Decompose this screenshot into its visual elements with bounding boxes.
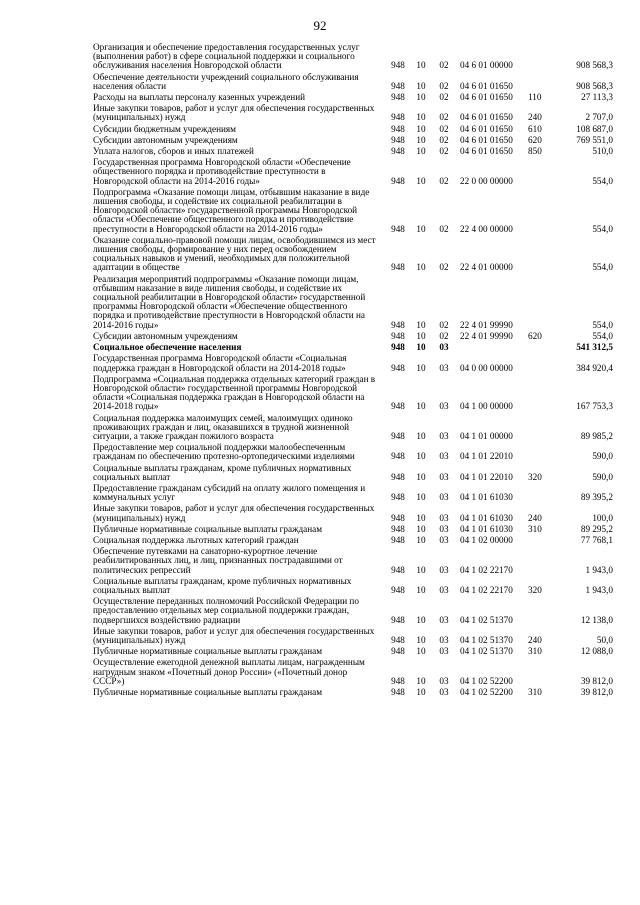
row-amount: 384 920,4 bbox=[576, 362, 613, 373]
row-name: Субсидии автономным учреждениям bbox=[93, 330, 238, 341]
row-admin-code: 948 bbox=[391, 92, 405, 103]
table-row bbox=[93, 135, 613, 146]
row-expense-type bbox=[528, 72, 552, 92]
row-subsection: 02 bbox=[439, 262, 449, 273]
row-target-article: 04 1 02 22170 bbox=[460, 564, 513, 575]
row-admin-code: 948 bbox=[391, 614, 405, 625]
row-amount: 554,0 bbox=[592, 319, 613, 330]
row-section: 10 bbox=[416, 614, 426, 625]
row-name: Обеспечение деятельности учреждений социального обслуживания населения области bbox=[93, 71, 359, 91]
row-amount: 167 753,3 bbox=[576, 401, 613, 412]
row-amount: 27 113,3 bbox=[581, 92, 613, 103]
row-expense-type bbox=[528, 374, 552, 413]
row-section: 10 bbox=[416, 92, 426, 103]
row-amount: 50,0 bbox=[596, 634, 613, 645]
row-name: Организация и обеспечение предоставления государственных услуг (выполнения работ) в сфере социальной поддержки и социального обслуживания населения Новгородской области bbox=[93, 42, 360, 71]
row-expense-type: 310 bbox=[528, 687, 542, 697]
row-target-article: 04 6 01 01650 bbox=[460, 92, 513, 103]
row-name: Иные закупки товаров, работ и услуг для обеспечения государственных (муниципальных) нужд bbox=[93, 103, 375, 123]
row-subsection: 03 bbox=[439, 646, 449, 657]
row-subsection: 03 bbox=[439, 401, 449, 412]
budget-table bbox=[93, 42, 613, 698]
row-expense-type: 110 bbox=[528, 92, 542, 103]
row-target-article: 04 1 02 51370 bbox=[460, 646, 513, 657]
row-section: 10 bbox=[416, 342, 426, 353]
row-amount: 908 568,3 bbox=[576, 80, 613, 91]
row-amount: 1 943,0 bbox=[585, 584, 613, 595]
row-subsection: 02 bbox=[439, 123, 449, 134]
row-name: Социальная поддержка льготных категорий граждан bbox=[93, 534, 299, 545]
row-target-article bbox=[456, 342, 528, 353]
row-subsection: 02 bbox=[439, 112, 449, 123]
row-section: 10 bbox=[416, 471, 426, 482]
table-row bbox=[93, 342, 613, 353]
row-name: Осуществление переданных полномочий Российской Федерации по предоставлению отдельных мер социальной поддержки граждан, подвергшихся воздействию радиации bbox=[93, 596, 359, 625]
row-admin-code: 948 bbox=[391, 223, 405, 234]
row-expense-type: 240 bbox=[528, 634, 542, 645]
row-subsection: 02 bbox=[439, 60, 449, 71]
row-subsection: 02 bbox=[439, 80, 449, 91]
row-expense-type: 240 bbox=[528, 512, 542, 523]
row-admin-code: 948 bbox=[391, 584, 405, 595]
row-expense-type: 320 bbox=[528, 471, 542, 482]
row-section: 10 bbox=[416, 512, 426, 523]
row-name: Иные закупки товаров, работ и услуг для обеспечения государственных (муниципальных) нужд bbox=[93, 625, 375, 645]
row-section: 10 bbox=[416, 401, 426, 412]
row-amount: 108 687,0 bbox=[576, 123, 613, 134]
row-section: 10 bbox=[416, 330, 426, 341]
row-section: 10 bbox=[416, 223, 426, 234]
row-target-article: 04 6 01 01650 bbox=[460, 134, 513, 145]
row-expense-type: 620 bbox=[528, 330, 542, 341]
row-admin-code: 948 bbox=[391, 451, 405, 462]
row-target-article: 22 4 01 99990 bbox=[460, 330, 513, 341]
table-row bbox=[93, 535, 613, 546]
row-admin-code: 948 bbox=[391, 80, 405, 91]
row-target-article: 22 4 01 99990 bbox=[460, 319, 513, 330]
row-subsection: 03 bbox=[439, 523, 449, 534]
row-amount: 39 812,0 bbox=[580, 675, 613, 686]
row-section: 10 bbox=[416, 319, 426, 330]
row-subsection: 03 bbox=[439, 564, 449, 575]
row-admin-code: 948 bbox=[391, 523, 405, 534]
row-expense-type bbox=[528, 535, 552, 546]
row-subsection: 02 bbox=[439, 330, 449, 341]
row-expense-type: 320 bbox=[528, 584, 542, 595]
row-section: 10 bbox=[416, 80, 426, 91]
row-expense-type: 850 bbox=[528, 146, 542, 157]
row-amount: 89 295,2 bbox=[580, 523, 613, 534]
row-subsection: 03 bbox=[439, 451, 449, 462]
row-target-article: 04 1 02 00000 bbox=[460, 534, 513, 545]
row-name: Социальное обеспечение населения bbox=[93, 342, 242, 353]
table-row bbox=[93, 235, 613, 274]
row-target-article: 04 1 01 00000 bbox=[460, 430, 513, 441]
table-row bbox=[93, 331, 613, 342]
row-amount: 554,0 bbox=[592, 262, 613, 273]
row-admin-code: 948 bbox=[391, 146, 405, 157]
row-target-article: 04 1 02 51370 bbox=[460, 614, 513, 625]
table-row bbox=[93, 463, 613, 483]
row-target-article: 22 0 00 00000 bbox=[460, 175, 513, 186]
row-expense-type: 310 bbox=[528, 523, 542, 534]
row-name: Оказание социально-правовой помощи лицам, освободившимся из мест лишения свободы, формирование у них перед освобождением социальных навыков и умений, необходимых для положительной адаптации в обществе bbox=[93, 234, 376, 273]
row-section: 10 bbox=[416, 492, 426, 503]
table-row bbox=[93, 72, 613, 92]
table-row bbox=[93, 274, 613, 331]
row-target-article: 04 6 01 01650 bbox=[460, 112, 513, 123]
row-subsection: 03 bbox=[439, 614, 449, 625]
row-target-article: 22 4 00 00000 bbox=[460, 223, 513, 234]
row-admin-code: 948 bbox=[391, 330, 405, 341]
row-target-article: 04 1 02 22170 bbox=[460, 584, 513, 595]
row-name: Государственная программа Новгородской области «Социальная поддержка граждан в Новгородской области на 2014-2018 годы» bbox=[93, 353, 347, 373]
table-row bbox=[93, 524, 613, 535]
row-subsection: 03 bbox=[439, 430, 449, 441]
table-row bbox=[93, 413, 613, 443]
row-section: 10 bbox=[416, 362, 426, 373]
row-section: 10 bbox=[416, 134, 426, 145]
table-row bbox=[93, 353, 613, 373]
row-amount: 77 768,1 bbox=[580, 534, 613, 545]
table-row bbox=[93, 626, 613, 646]
row-section: 10 bbox=[416, 564, 426, 575]
row-subsection: 03 bbox=[439, 687, 449, 697]
row-subsection: 03 bbox=[439, 584, 449, 595]
row-name: Реализация мероприятий подпрограммы «Оказание помощи лицам, отбывшим наказание в виде лишения свободы, и содействие их социальной реабилитации в Новгородской области» государственной программы Новгородской области «Обеспечение общественного порядка и противодействие преступности в Новгородской области на 2014-2016 годы» bbox=[93, 273, 366, 330]
row-admin-code: 948 bbox=[391, 675, 405, 686]
row-target-article: 04 1 00 00000 bbox=[460, 401, 513, 412]
row-expense-type: 310 bbox=[528, 646, 542, 657]
row-amount: 39 812,0 bbox=[580, 687, 613, 697]
table-row bbox=[93, 546, 613, 576]
row-subsection: 02 bbox=[439, 175, 449, 186]
row-amount: 769 551,0 bbox=[576, 134, 613, 145]
row-admin-code: 948 bbox=[391, 492, 405, 503]
row-name: Осуществление ежегодной денежной выплаты лицам, награжденным нагрудным знаком «Почетный донор России» («Почетный донор СССР») bbox=[93, 657, 365, 686]
row-expense-type bbox=[528, 353, 552, 373]
row-section: 10 bbox=[416, 534, 426, 545]
row-name: Субсидии бюджетным учреждениям bbox=[93, 123, 236, 134]
row-expense-type bbox=[528, 596, 552, 626]
row-target-article: 04 6 01 00000 bbox=[460, 60, 513, 71]
row-subsection: 03 bbox=[439, 675, 449, 686]
table-row bbox=[93, 146, 613, 157]
row-amount: 554,0 bbox=[592, 223, 613, 234]
row-name: Публичные нормативные социальные выплаты гражданам bbox=[93, 646, 323, 657]
row-section: 10 bbox=[416, 451, 426, 462]
table-row bbox=[93, 596, 613, 626]
row-target-article: 04 1 01 61030 bbox=[460, 523, 513, 534]
row-admin-code: 948 bbox=[391, 175, 405, 186]
row-amount: 590,0 bbox=[592, 471, 613, 482]
row-admin-code: 948 bbox=[391, 262, 405, 273]
row-expense-type bbox=[528, 342, 552, 353]
row-name: Предоставление мер социальной поддержки малообеспеченным гражданам по обеспечению протезно-ортопедическими изделиями bbox=[93, 442, 355, 462]
row-name: Социальные выплаты гражданам, кроме публичных нормативных социальных выплат bbox=[93, 575, 352, 595]
row-expense-type bbox=[528, 274, 552, 331]
row-admin-code: 948 bbox=[391, 362, 405, 373]
row-name: Государственная программа Новгородской области «Обеспечение общественного порядка и противодействие преступности в Новгородской области на 2014-2016 годы» bbox=[93, 157, 351, 186]
row-subsection: 03 bbox=[439, 342, 449, 353]
row-target-article: 04 6 01 01650 bbox=[460, 80, 513, 91]
row-section: 10 bbox=[416, 687, 426, 697]
row-expense-type: 240 bbox=[528, 112, 542, 123]
row-section: 10 bbox=[416, 262, 426, 273]
row-name: Подпрограмма «Социальная поддержка отдельных категорий граждан в Новгородской области» государственной программы Новгородской области «Социальная поддержка граждан в Новгородской области на 2014-2018 годы» bbox=[93, 373, 376, 412]
row-name: Иные закупки товаров, работ и услуг для обеспечения государственных (муниципальных) нужд bbox=[93, 503, 375, 523]
row-section: 10 bbox=[416, 146, 426, 157]
row-subsection: 03 bbox=[439, 512, 449, 523]
row-admin-code: 948 bbox=[391, 564, 405, 575]
row-section: 10 bbox=[416, 523, 426, 534]
row-target-article: 04 6 01 01650 bbox=[460, 123, 513, 134]
row-section: 10 bbox=[416, 123, 426, 134]
row-expense-type bbox=[528, 42, 552, 72]
row-amount: 510,0 bbox=[592, 146, 613, 157]
row-subsection: 02 bbox=[439, 319, 449, 330]
row-amount: 1 943,0 bbox=[585, 564, 613, 575]
table-row bbox=[93, 42, 613, 72]
row-admin-code: 948 bbox=[391, 646, 405, 657]
row-target-article: 04 0 00 00000 bbox=[460, 362, 513, 373]
row-expense-type bbox=[528, 157, 552, 187]
row-amount: 2 707,0 bbox=[585, 112, 613, 123]
table-row bbox=[93, 374, 613, 413]
row-amount: 89 985,2 bbox=[580, 430, 613, 441]
table-row bbox=[93, 657, 613, 687]
table-row bbox=[93, 503, 613, 523]
row-expense-type bbox=[528, 187, 552, 235]
row-section: 10 bbox=[416, 175, 426, 186]
table-row bbox=[93, 442, 613, 462]
row-subsection: 02 bbox=[439, 223, 449, 234]
row-amount: 12 138,0 bbox=[580, 614, 613, 625]
table-row bbox=[93, 124, 613, 135]
row-amount: 541 312,5 bbox=[576, 342, 613, 353]
row-name: Социальная поддержка малоимущих семей, малоимущих одиноко проживающих граждан и лиц, оказавшихся в трудной жизненной ситуации, а также граждан пожилого возраста bbox=[93, 412, 353, 441]
row-target-article: 04 6 01 01650 bbox=[460, 146, 513, 157]
row-section: 10 bbox=[416, 430, 426, 441]
table-row bbox=[93, 483, 613, 503]
table-row bbox=[93, 103, 613, 123]
row-subsection: 03 bbox=[439, 471, 449, 482]
table-row bbox=[93, 687, 613, 698]
row-subsection: 02 bbox=[439, 146, 449, 157]
row-name: Публичные нормативные социальные выплаты гражданам bbox=[93, 687, 323, 697]
table-row bbox=[93, 92, 613, 103]
row-amount: 908 568,3 bbox=[576, 60, 613, 71]
row-name: Предоставление гражданам субсидий на оплату жилого помещения и коммунальных услуг bbox=[93, 482, 366, 503]
row-name: Уплата налогов, сборов и иных платежей bbox=[93, 146, 254, 157]
row-section: 10 bbox=[416, 60, 426, 71]
row-expense-type: 620 bbox=[528, 134, 542, 145]
row-target-article: 22 4 01 00000 bbox=[460, 262, 513, 273]
row-subsection: 03 bbox=[439, 634, 449, 645]
row-admin-code: 948 bbox=[391, 123, 405, 134]
row-expense-type bbox=[528, 235, 552, 274]
table-row bbox=[93, 187, 613, 235]
row-expense-type bbox=[528, 546, 552, 576]
row-target-article: 04 1 01 61030 bbox=[460, 492, 513, 503]
row-expense-type bbox=[528, 483, 552, 503]
row-name: Публичные нормативные социальные выплаты гражданам bbox=[93, 523, 323, 534]
row-amount: 554,0 bbox=[592, 175, 613, 186]
row-target-article: 04 1 02 52200 bbox=[460, 675, 513, 686]
row-target-article: 04 1 01 22010 bbox=[460, 451, 513, 462]
row-amount: 100,0 bbox=[592, 512, 613, 523]
table-body bbox=[93, 42, 613, 698]
row-subsection: 03 bbox=[439, 492, 449, 503]
table-row bbox=[93, 646, 613, 657]
row-section: 10 bbox=[416, 646, 426, 657]
row-admin-code: 948 bbox=[391, 534, 405, 545]
table-row bbox=[93, 157, 613, 187]
table-row bbox=[93, 576, 613, 596]
row-admin-code: 948 bbox=[391, 512, 405, 523]
row-admin-code: 948 bbox=[391, 112, 405, 123]
row-expense-type bbox=[528, 413, 552, 443]
row-name: Социальные выплаты гражданам, кроме публичных нормативных социальных выплат bbox=[93, 462, 352, 482]
page-number: 92 bbox=[313, 18, 327, 33]
row-subsection: 03 bbox=[439, 362, 449, 373]
row-subsection: 02 bbox=[439, 92, 449, 103]
row-amount: 554,0 bbox=[592, 330, 613, 341]
row-expense-type bbox=[528, 657, 552, 687]
row-expense-type: 610 bbox=[528, 123, 542, 134]
row-section: 10 bbox=[416, 112, 426, 123]
row-amount: 12 088,0 bbox=[580, 646, 613, 657]
row-name: Обеспечение путевками на санаторно-курортное лечение реабилитированных лиц, и лиц, признанных пострадавшими от политических репрессий bbox=[93, 546, 343, 575]
row-section: 10 bbox=[416, 634, 426, 645]
row-subsection: 03 bbox=[439, 534, 449, 545]
row-target-article: 04 1 02 52200 bbox=[460, 687, 513, 697]
row-target-article: 04 1 02 51370 bbox=[460, 634, 513, 645]
row-admin-code: 948 bbox=[391, 471, 405, 482]
row-name: Подпрограмма «Оказание помощи лицам, отбывшим наказание в виде лишения свободы, и содействие их социальной реабилитации в Новгородской области» государственной программы Новгородской области «Обеспечение общественного порядка и противодействие преступности в Новгородской области на 2014-2016 годы» bbox=[93, 186, 370, 234]
row-admin-code: 948 bbox=[391, 634, 405, 645]
row-section: 10 bbox=[416, 675, 426, 686]
row-name: Субсидии автономным учреждениям bbox=[93, 134, 238, 145]
row-admin-code: 948 bbox=[391, 401, 405, 412]
row-target-article: 04 1 01 61030 bbox=[460, 512, 513, 523]
row-name: Расходы на выплаты персоналу казенных учреждений bbox=[93, 92, 306, 103]
row-admin-code: 948 bbox=[391, 342, 405, 353]
row-amount: 590,0 bbox=[592, 451, 613, 462]
row-admin-code: 948 bbox=[391, 687, 405, 697]
row-admin-code: 948 bbox=[391, 319, 405, 330]
row-target-article: 04 1 01 22010 bbox=[460, 471, 513, 482]
row-amount: 89 395,2 bbox=[580, 492, 613, 503]
row-subsection: 02 bbox=[439, 134, 449, 145]
row-admin-code: 948 bbox=[391, 134, 405, 145]
row-admin-code: 948 bbox=[391, 430, 405, 441]
row-expense-type bbox=[528, 442, 552, 462]
row-section: 10 bbox=[416, 584, 426, 595]
row-admin-code: 948 bbox=[391, 60, 405, 71]
